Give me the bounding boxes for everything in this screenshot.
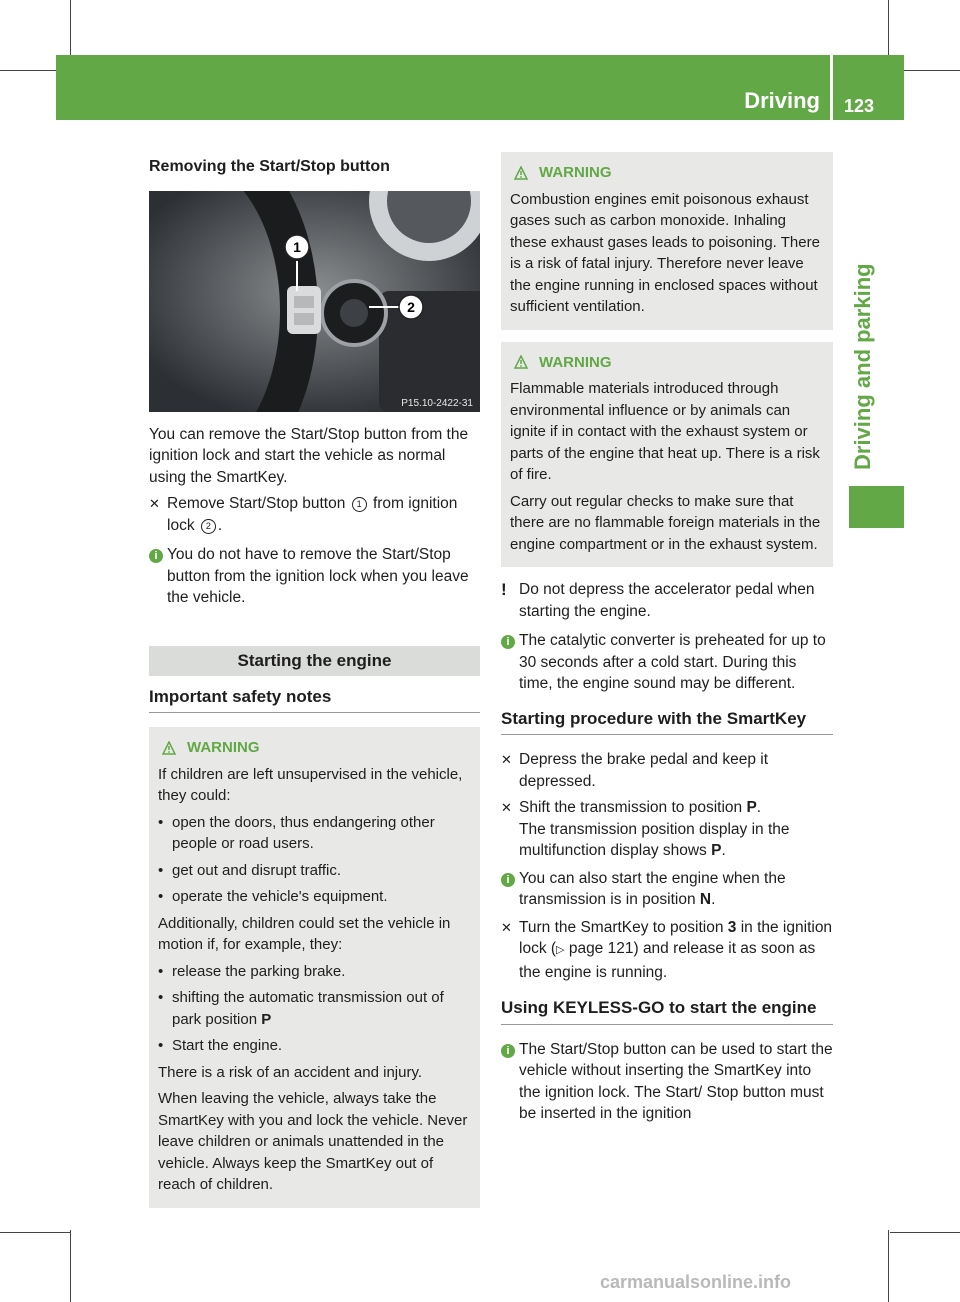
figure-label-2: 2 <box>407 298 415 315</box>
instruction-marker: ✕ <box>501 752 512 767</box>
subheading-safety-notes: Important safety notes <box>149 686 480 714</box>
info-note: i The catalytic converter is preheated for up to 30 seconds after a cold start. During this time, the engine sound may be different. <box>501 630 833 695</box>
removing-title: Removing the Start/Stop button <box>149 158 390 175</box>
watermark: carmanualsonline.info <box>600 1272 792 1292</box>
remove-instruction <box>149 493 480 536</box>
warning-header: WARNING <box>514 352 824 374</box>
side-tab-label: Driving and parking <box>850 263 875 470</box>
info-icon: i <box>501 635 515 649</box>
right-column <box>501 152 833 1130</box>
instruction-marker: ✕ <box>501 800 512 815</box>
side-tab <box>849 486 904 528</box>
callout-2: 2 <box>201 519 216 534</box>
page-ref-arrow-icon: ▷ <box>556 944 565 956</box>
warning-box-exhaust: WARNING Combustion engines emit poisonous exhaust gases such as carbon monoxide. Inhaling these exhaust gases leads to poisoning. There is a risk of fatal injury. Therefore never leave the engine running in enclosed spaces without sufficient ventilation. <box>501 152 833 330</box>
warning-triangle-icon <box>514 355 528 369</box>
exclamation-icon: ! <box>501 580 507 599</box>
warning-header: WARNING <box>162 737 471 759</box>
crop-mark <box>890 1232 960 1233</box>
section-starting-engine: Starting the engine <box>149 646 480 676</box>
list-item: • shifting the automatic transmission out of park position P <box>158 989 444 1028</box>
page-number: 123 <box>844 96 875 116</box>
warning-triangle-icon <box>162 741 176 755</box>
figure-label-1: 1 <box>293 238 301 255</box>
list-item: • operate the vehicle's equipment. <box>158 888 388 905</box>
info-icon: i <box>149 549 163 563</box>
list-item: • get out and disrupt traffic. <box>158 861 341 879</box>
info-icon: i <box>501 873 515 887</box>
info-note: i You do not have to remove the Start/Stop button from the ignition lock when you leave the vehicle. <box>149 544 480 609</box>
warning-triangle-icon <box>514 166 528 180</box>
ignition-illustration <box>149 191 480 412</box>
ignition-photo <box>149 191 480 412</box>
info-note: i You can also start the engine when the transmission is in position N. <box>501 868 833 911</box>
figure-code: P15.10-2422-31 <box>401 397 473 409</box>
header-divider <box>830 55 833 120</box>
page-reference[interactable]: page 121) and release it as soon as the engine is running. <box>519 940 816 981</box>
instruction-text: Remove Start/Stop button 1 from ignition lock 2 . <box>167 495 458 534</box>
left-column <box>149 156 480 1208</box>
crop-mark <box>70 1230 71 1302</box>
warning-box-children: WARNING If children are left unsupervised in the vehicle, they could: • open the doors, thus endangering other people or road users. • get out and disrupt traffic. • operate the vehicle's equipment. Additionally, children could set the vehicle in motion if, for example, they: • release the parking brake. • shifting the automatic transmission out of park position P • Start the engine. There is a risk of an accident and injury. When leaving the vehicle, always take the SmartKey with you and lock the vehicle. Never leave children or animals unattended in the vehicle. Always keep the SmartKey out of reach of children. <box>149 727 480 1208</box>
crop-mark <box>888 1230 889 1302</box>
list-item: • open the doors, thus endangering other people or road users. <box>158 813 435 852</box>
crop-mark <box>0 1232 70 1233</box>
callout-1: 1 <box>352 497 367 512</box>
list-item: • release the parking brake. <box>158 962 346 980</box>
caution-note: ! Do not depress the accelerator pedal when starting the engine. <box>501 580 815 620</box>
keyless-heading: Using KEYLESS-GO to start the engine <box>501 997 833 1025</box>
header-section-title: Driving <box>744 88 820 113</box>
intro-text: You can remove the Start/Stop button from the ignition lock and start the vehicle as normal using the SmartKey. <box>149 425 469 486</box>
step-item: ✕ Depress the brake pedal and keep it depressed. <box>501 749 833 792</box>
step-item: ✕ Shift the transmission to position P. The transmission position display in the multifunction display shows P. <box>501 797 833 862</box>
instruction-marker: ✕ <box>149 496 160 511</box>
instruction-marker: ✕ <box>501 919 512 935</box>
smartkey-heading: Starting procedure with the SmartKey <box>501 708 833 736</box>
warning-box-flammable: WARNING Flammable materials introduced through environmental influence or by animals can ignite if in contact with the exhaust system or parts of the engine that heat up. There is a risk of fire. Carry out regular checks to make sure that there are no flammable foreign materials in the engine compartment or in the exhaust system. <box>501 342 833 568</box>
step-item: ✕ Turn the SmartKey to position 3 in the ignition lock (▷ page 121) and release it as soon as the engine is running. <box>501 917 833 984</box>
warning-header: WARNING <box>514 162 824 184</box>
info-note: i The Start/Stop button can be used to start the vehicle without inserting the SmartKey into the ignition lock. The Start/ Stop button must be inserted in the ignition <box>501 1039 833 1125</box>
info-icon: i <box>501 1044 515 1058</box>
list-item: • Start the engine. <box>158 1037 283 1054</box>
